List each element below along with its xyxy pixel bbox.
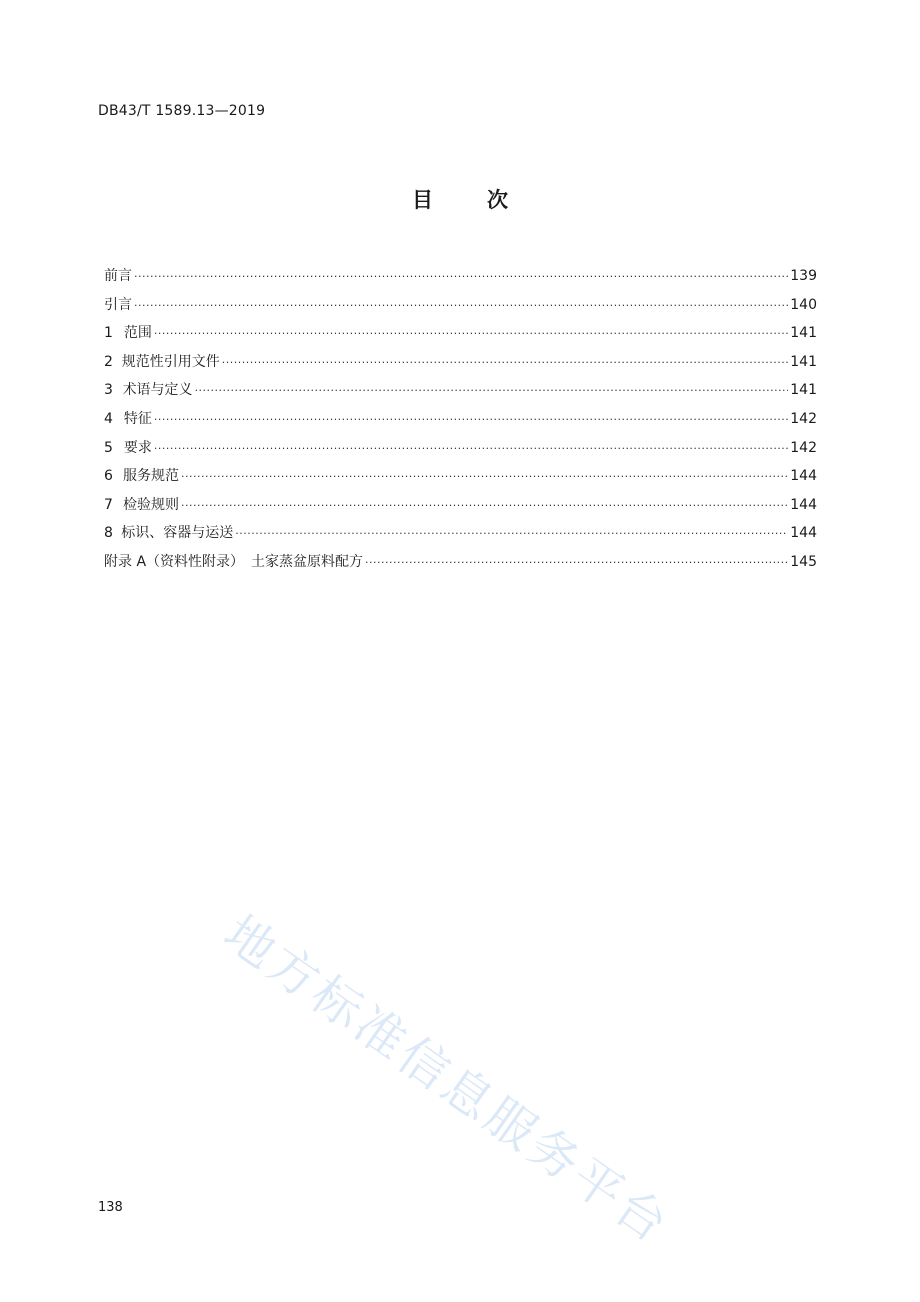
toc-entry-page: 142 — [790, 410, 817, 427]
toc-entry-number: 1 — [104, 325, 113, 342]
toc-entry-number: 4 — [104, 410, 113, 427]
toc-entry-label: 前言 — [104, 268, 132, 284]
toc-entry-scope[interactable] — [104, 319, 817, 348]
table-of-contents — [104, 262, 817, 577]
toc-leader-dots — [181, 463, 788, 492]
toc-leader-dots — [235, 520, 788, 549]
toc-entry-label: 服务规范 — [123, 468, 179, 485]
toc-title-char-1: 目 — [412, 188, 433, 212]
toc-entry-number: 2 — [104, 353, 113, 370]
toc-entry-number: 3 — [104, 382, 113, 399]
toc-entry-label: 要求 — [123, 439, 152, 456]
toc-title — [0, 184, 920, 214]
toc-entry-terms-definitions[interactable] — [104, 376, 817, 405]
toc-entry-label: 术语与定义 — [122, 382, 193, 399]
toc-entry-label: 引言 — [104, 296, 132, 313]
toc-entry-number: 8 — [104, 525, 113, 542]
toc-entry-number: 7 — [104, 496, 113, 513]
toc-leader-dots — [134, 292, 788, 321]
toc-leader-dots — [222, 349, 789, 378]
toc-entry-page: 144 — [790, 468, 817, 485]
toc-entry-label: 标识、容器与运送 — [121, 525, 234, 542]
toc-title-char-2: 次 — [487, 188, 508, 212]
toc-entry-number: 5 — [104, 439, 113, 456]
toc-entry-introduction[interactable] — [104, 291, 817, 320]
toc-entry-appendix-a[interactable] — [104, 548, 817, 577]
toc-entry-page: 141 — [790, 353, 817, 370]
toc-entry-page: 140 — [790, 296, 817, 313]
toc-leader-dots — [181, 492, 788, 521]
toc-entry-characteristics[interactable] — [104, 405, 817, 434]
page-number: 138 — [98, 1200, 123, 1215]
toc-entry-page: 139 — [790, 268, 817, 284]
toc-entry-normative-references[interactable] — [104, 348, 817, 377]
watermark: 地方标准信息服务平台 — [213, 904, 681, 1256]
toc-entry-labeling-containers-transport[interactable] — [104, 519, 817, 548]
toc-entry-foreword[interactable] — [104, 262, 817, 291]
toc-entry-page: 142 — [790, 439, 817, 456]
toc-entry-page: 141 — [790, 325, 817, 342]
toc-entry-label: 范围 — [123, 325, 152, 342]
toc-leader-dots — [365, 549, 788, 578]
toc-entry-label: 附录 A（资料性附录） 土家蒸盆原料配方 — [104, 553, 364, 570]
toc-entry-service-specification[interactable] — [104, 462, 817, 491]
toc-entry-page: 144 — [790, 525, 817, 542]
document-code: DB43/T 1589.13—2019 — [98, 103, 266, 119]
toc-leader-dots — [154, 435, 788, 464]
toc-entry-requirements[interactable] — [104, 434, 817, 463]
toc-entry-page: 145 — [790, 553, 817, 570]
toc-leader-dots — [154, 320, 788, 349]
toc-entry-page: 141 — [790, 382, 817, 399]
toc-entry-label: 规范性引用文件 — [121, 353, 220, 370]
toc-entry-label: 检验规则 — [123, 496, 179, 513]
toc-entry-page: 144 — [790, 496, 817, 513]
toc-entry-number: 6 — [104, 468, 113, 485]
toc-entry-label: 特征 — [123, 410, 152, 427]
toc-leader-dots — [154, 406, 788, 435]
toc-leader-dots — [195, 377, 789, 406]
toc-leader-dots — [134, 263, 788, 292]
toc-entry-inspection-rules[interactable] — [104, 491, 817, 520]
